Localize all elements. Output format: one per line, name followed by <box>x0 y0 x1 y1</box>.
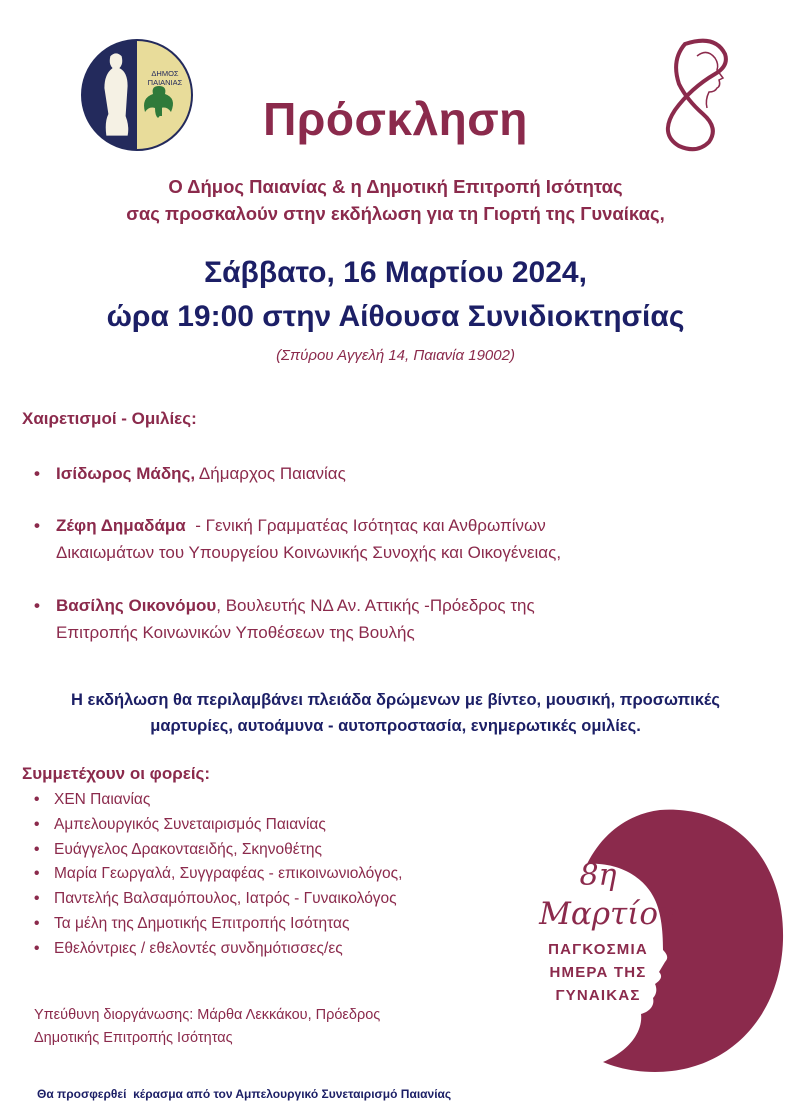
event-note-line-2: μαρτυρίες, αυτοάμυνα - αυτοπροστασία, ενημερωτικές ομιλίες. <box>150 717 641 735</box>
bullet-icon: • <box>34 516 40 535</box>
intro-line-1: Ο Δήμος Παιανίας & η Δημοτική Επιτροπή Ισότητας <box>168 176 623 197</box>
womens-day-month: Μαρτίου <box>539 896 677 932</box>
womens-day-line-2: ΗΜΕΡΑ ΤΗΣ <box>549 964 647 981</box>
speaker-role: , Βουλευτής ΝΔ Αν. Αττικής -Πρόεδρος της <box>216 596 535 615</box>
event-time-place: ώρα 19:00 στην Αίθουσα Συνιδιοκτησίας <box>106 300 685 333</box>
intro-line-2: σας προσκαλούν στην εκδήλωση για τη Γιορτή της Γυναίκας, <box>126 203 665 224</box>
speaker-name: Ισίδωρος Μάδης, <box>56 464 196 483</box>
speaker-role: Δήμαρχος Παιανίας <box>195 464 346 483</box>
logo-text: ΔΗΜΟΣ ΠΑΙΑΝΙΑΣ <box>147 69 183 87</box>
refreshment-note: Θα προσφερθεί κέρασμα από τον Αμπελουργικό Συνεταιρισμό Παιανίας <box>37 1087 452 1101</box>
list-item: • Αμπελουργικός Συνεταιρισμός Παιανίας <box>34 813 402 838</box>
bullet-icon: • <box>34 865 40 883</box>
list-item: • ΧΕΝ Παιανίας <box>34 788 402 813</box>
greetings-heading: Χαιρετισμοί - Ομιλίες: <box>22 409 197 428</box>
list-item: • Ευάγγελος Δρακονταειδής, Σκηνοθέτης <box>34 838 402 863</box>
womens-day-day: 8η <box>579 858 617 893</box>
organizer-line-2: Δημοτικής Επιτροπής Ισότητας <box>34 1030 233 1046</box>
bullet-icon: • <box>34 815 40 833</box>
participants-heading: Συμμετέχουν οι φορείς: <box>22 764 211 783</box>
organizer-note <box>34 1004 494 1050</box>
speaker-name: Βασίλης Οικονόμου <box>56 596 217 615</box>
bullet-icon: • <box>34 840 40 858</box>
speaker-item <box>34 592 734 646</box>
event-note-line-1: Η εκδήλωση θα περιλαμβάνει πλειάδα δρώμενων με βίντεο, μουσική, προσωπικές <box>71 691 720 709</box>
list-item: • Τα μέλη της Δημοτικής Επιτροπής Ισότητας <box>34 912 402 937</box>
event-note <box>0 687 791 739</box>
event-address: (Σπύρου Αγγελή 14, Παιανία 19002) <box>276 347 515 364</box>
speaker-name: Ζέφη Δημαδάμα <box>56 516 186 535</box>
speaker-item <box>34 512 734 566</box>
womens-day-line-3: ΓΥΝΑΙΚΑΣ <box>555 987 641 1004</box>
participants-list <box>34 788 402 962</box>
organizer-line-1: Υπεύθυνη διοργάνωσης: Μάρθα Λεκκάκου, Πρόεδρος <box>34 1007 381 1023</box>
womens-day-line-1: ΠΑΓΚΟΣΜΙΑ <box>548 941 648 958</box>
speaker-role: - Γενική Γραμματέας Ισότητας και Ανθρωπίνων <box>185 516 546 535</box>
womens-day-silhouette-icon <box>545 800 785 1080</box>
bullet-icon: • <box>34 890 40 908</box>
list-item: • Μαρία Γεωργαλά, Συγγραφέας - επικοινωνιολόγος, <box>34 862 402 887</box>
event-date: Σάββατο, 16 Μαρτίου 2024, <box>204 256 587 289</box>
list-item: • Εθελόντριες / εθελοντές συνδημότισσες/ες <box>34 937 402 962</box>
list-item: • Παντελής Βαλσαμόπουλος, Ιατρός - Γυναικολόγος <box>34 887 402 912</box>
bullet-icon: • <box>34 914 40 932</box>
bullet-icon: • <box>34 464 40 483</box>
page-title: Πρόσκληση <box>263 93 528 145</box>
speaker-item <box>34 460 734 487</box>
bullet-icon: • <box>34 939 40 957</box>
speaker-role-cont: Επιτροπής Κοινωνικών Υποθέσεων της Βουλής <box>56 623 415 642</box>
bullet-icon: • <box>34 596 40 615</box>
bullet-icon: • <box>34 791 40 808</box>
speaker-role-cont: Δικαιωμάτων του Υπουργείου Κοινωνικής Συνοχής και Οικογένειας, <box>56 543 562 562</box>
